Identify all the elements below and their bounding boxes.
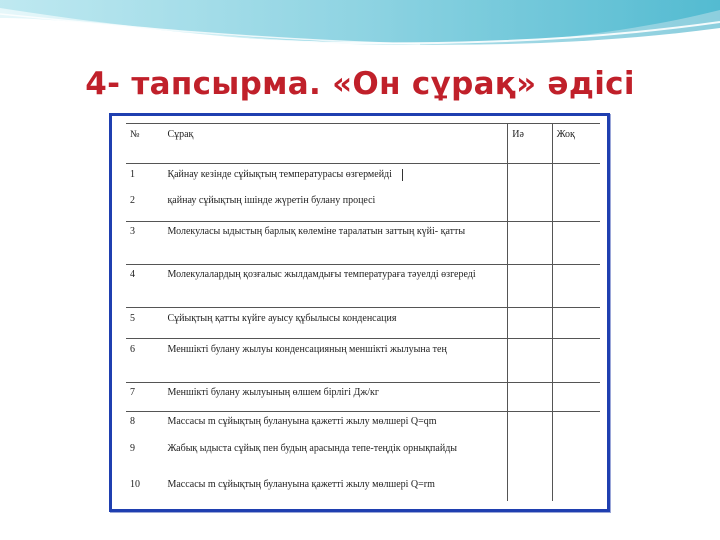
table-row xyxy=(126,265,600,308)
no-cell[interactable] xyxy=(552,339,600,383)
row-question: Массасы m сұйықтың булануына қажетті жылу мөлшері Q=rm xyxy=(167,479,435,490)
header-yes: Иә xyxy=(508,124,552,164)
yes-cell[interactable] xyxy=(508,412,552,441)
no-cell[interactable] xyxy=(552,440,600,477)
no-cell[interactable] xyxy=(552,265,600,308)
yes-cell[interactable] xyxy=(508,265,552,308)
table-image-frame xyxy=(109,113,610,512)
row-number: 10 xyxy=(130,479,140,490)
row-number: 5 xyxy=(126,308,163,339)
no-cell[interactable] xyxy=(552,193,600,222)
table-row xyxy=(126,477,600,501)
yes-cell[interactable] xyxy=(508,339,552,383)
table-row xyxy=(126,164,600,194)
row-number: 8 xyxy=(126,412,163,441)
row-question: Молекуласы ыдыстың барлық көлеміне таралатын заттың күйі- қатты xyxy=(163,222,507,265)
row-number: 6 xyxy=(126,339,163,383)
question-table xyxy=(126,123,600,501)
row-question: Меншікті булану жылуы конденсацияның меншікті жылуына тең xyxy=(163,339,507,383)
row-question: Меншікті булану жылуының өлшем бірлігі Дж/кг xyxy=(163,383,507,412)
row-question: Сұйықтың қатты күйге ауысу құбылысы конденсация xyxy=(163,308,507,339)
table-row xyxy=(126,222,600,265)
no-cell[interactable] xyxy=(552,477,600,501)
yes-cell[interactable] xyxy=(508,164,552,194)
row-number: 1 xyxy=(126,164,163,194)
row-question: Массасы m сұйықтың булануына қажетті жылу мөлшері Q=qm xyxy=(163,412,507,441)
no-cell[interactable] xyxy=(552,383,600,412)
yes-cell[interactable] xyxy=(508,477,552,501)
no-cell[interactable] xyxy=(552,164,600,194)
header-question: Сұрақ xyxy=(163,124,507,164)
row-number: 9 xyxy=(130,443,135,454)
row-number: 2 xyxy=(130,195,135,206)
table-header-row xyxy=(126,124,600,164)
yes-cell[interactable] xyxy=(508,193,552,222)
no-cell[interactable] xyxy=(552,308,600,339)
yes-cell[interactable] xyxy=(508,440,552,477)
row-number: 7 xyxy=(126,383,163,412)
header-no: Жоқ xyxy=(552,124,600,164)
table-row xyxy=(126,193,600,222)
row-question: Молекулалардың қозғалыс жылдамдығы температураға тәуелді өзгереді xyxy=(163,265,507,308)
yes-cell[interactable] xyxy=(508,222,552,265)
row-question xyxy=(163,164,507,194)
table-row xyxy=(126,308,600,339)
text-cursor xyxy=(402,169,403,181)
slide-title: 4- тапсырма. «Он сұрақ» әдісі xyxy=(85,66,635,102)
row-question-text: Қайнау кезінде сұйықтың температурасы өзгермейді xyxy=(167,169,392,180)
no-cell[interactable] xyxy=(552,222,600,265)
header-number: № xyxy=(126,124,163,164)
table-row xyxy=(126,440,600,477)
table-row xyxy=(126,383,600,412)
yes-cell[interactable] xyxy=(508,383,552,412)
table-row xyxy=(126,339,600,383)
row-number: 4 xyxy=(126,265,163,308)
table-row xyxy=(126,412,600,441)
row-question: қайнау сұйықтың ішінде жүретін булану процесі xyxy=(167,195,376,206)
decorative-wave-header xyxy=(0,0,720,70)
no-cell[interactable] xyxy=(552,412,600,441)
yes-cell[interactable] xyxy=(508,308,552,339)
row-number: 3 xyxy=(126,222,163,265)
row-question: Жабық ыдыста сұйық пен будың арасында тепе-теңдік орнықпайды xyxy=(167,443,458,454)
